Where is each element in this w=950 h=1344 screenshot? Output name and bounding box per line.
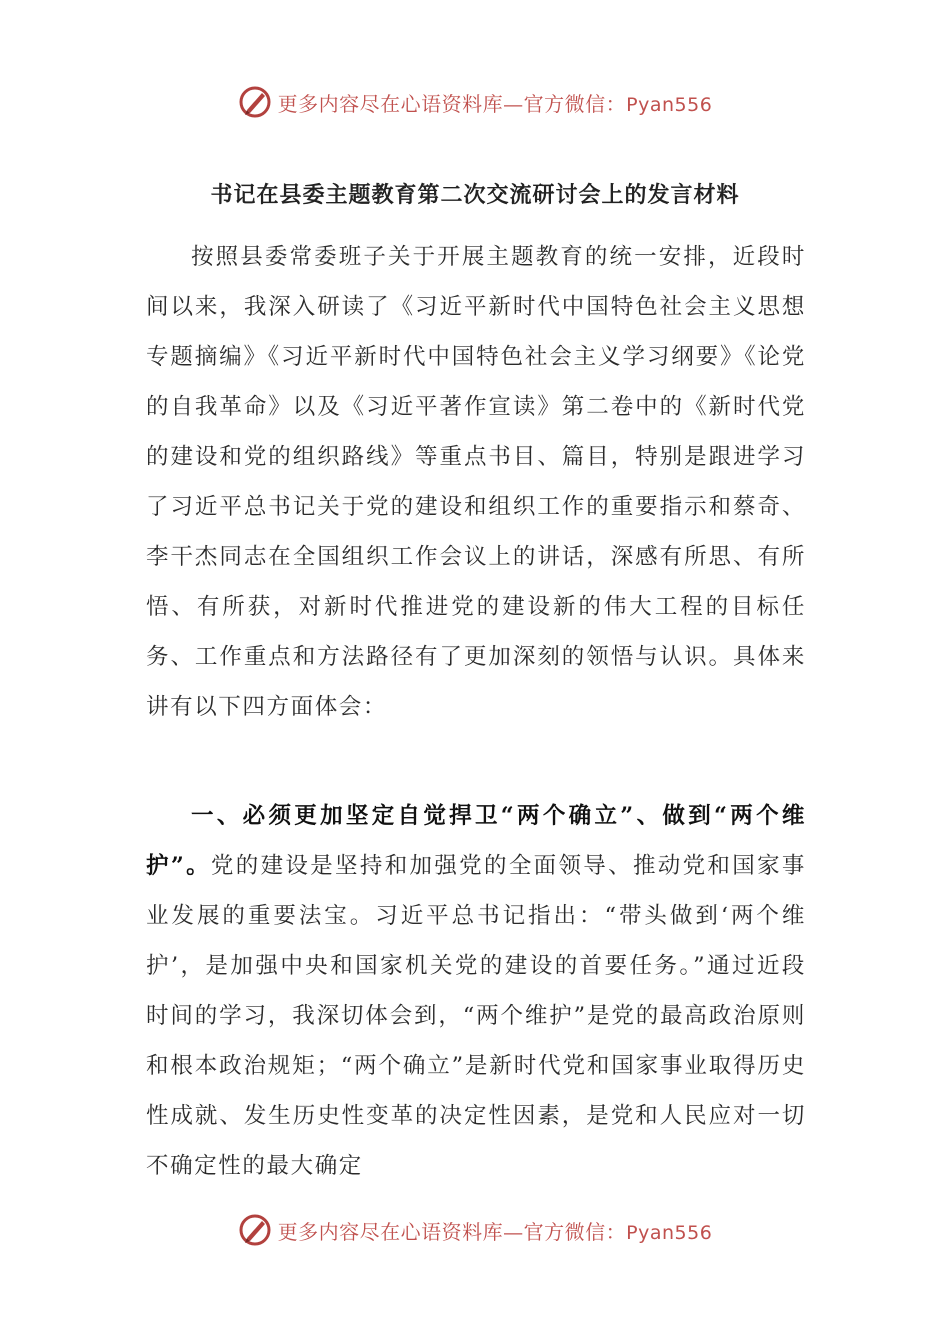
paragraph-section-1 (146, 791, 806, 1191)
paragraph-intro (146, 232, 806, 732)
pen-logo-icon (238, 1213, 272, 1247)
banner-text: 更多内容尽在心语资料库—官方微信：Pyan556 (277, 91, 713, 116)
wechat-id: Pyan556 (626, 93, 713, 116)
pen-logo-icon (238, 85, 272, 119)
header-banner (0, 82, 950, 122)
document-title: 书记在县委主题教育第二次交流研讨会上的发言材料 (210, 182, 740, 208)
footer-banner (0, 1210, 950, 1250)
paragraph-text: 党的建设是坚持和加强党的全面领导、推动党和国家事业发展的重要法宝。习近平总书记指出：“带头做到‘两个维护’，是加强中央和国家机关党的建设的首要任务。”通过近段时间的学习，我深切体会到，“两个维护”是党的最高政治原则和根本政治规矩；“两个确立”是新时代党和国家事业取得历史性成就、发生历史性变革的决定性因素，是党和人民应对一切不确定性的最大确定 (146, 853, 806, 1179)
paragraph-text: 按照县委常委班子关于开展主题教育的统一安排，近段时间以来，我深入研读了《习近平新时代中国特色社会主义思想专题摘编》《习近平新时代中国特色社会主义学习纲要》《论党的自我革命》以及《习近平著作宣读》第二卷中的《新时代党的建设和党的组织路线》等重点书目、篇目，特别是跟进学习了习近平总书记关于党的建设和组织工作的重要指示和蔡奇、李干杰同志在全国组织工作会议上的讲话，深感有所思、有所悟、有所获，对新时代推进党的建设新的伟大工程的目标任务、工作重点和方法路径有了更加深刻的领悟与认识。具体来讲有以下四方面体会： (146, 244, 806, 720)
paragraph-lead: 一、必须更加坚定自觉捍卫“两个确立”、做到“两个维护”。 (146, 803, 806, 879)
banner-text: 更多内容尽在心语资料库—官方微信：Pyan556 (277, 1219, 713, 1244)
wechat-id: Pyan556 (626, 1221, 713, 1244)
